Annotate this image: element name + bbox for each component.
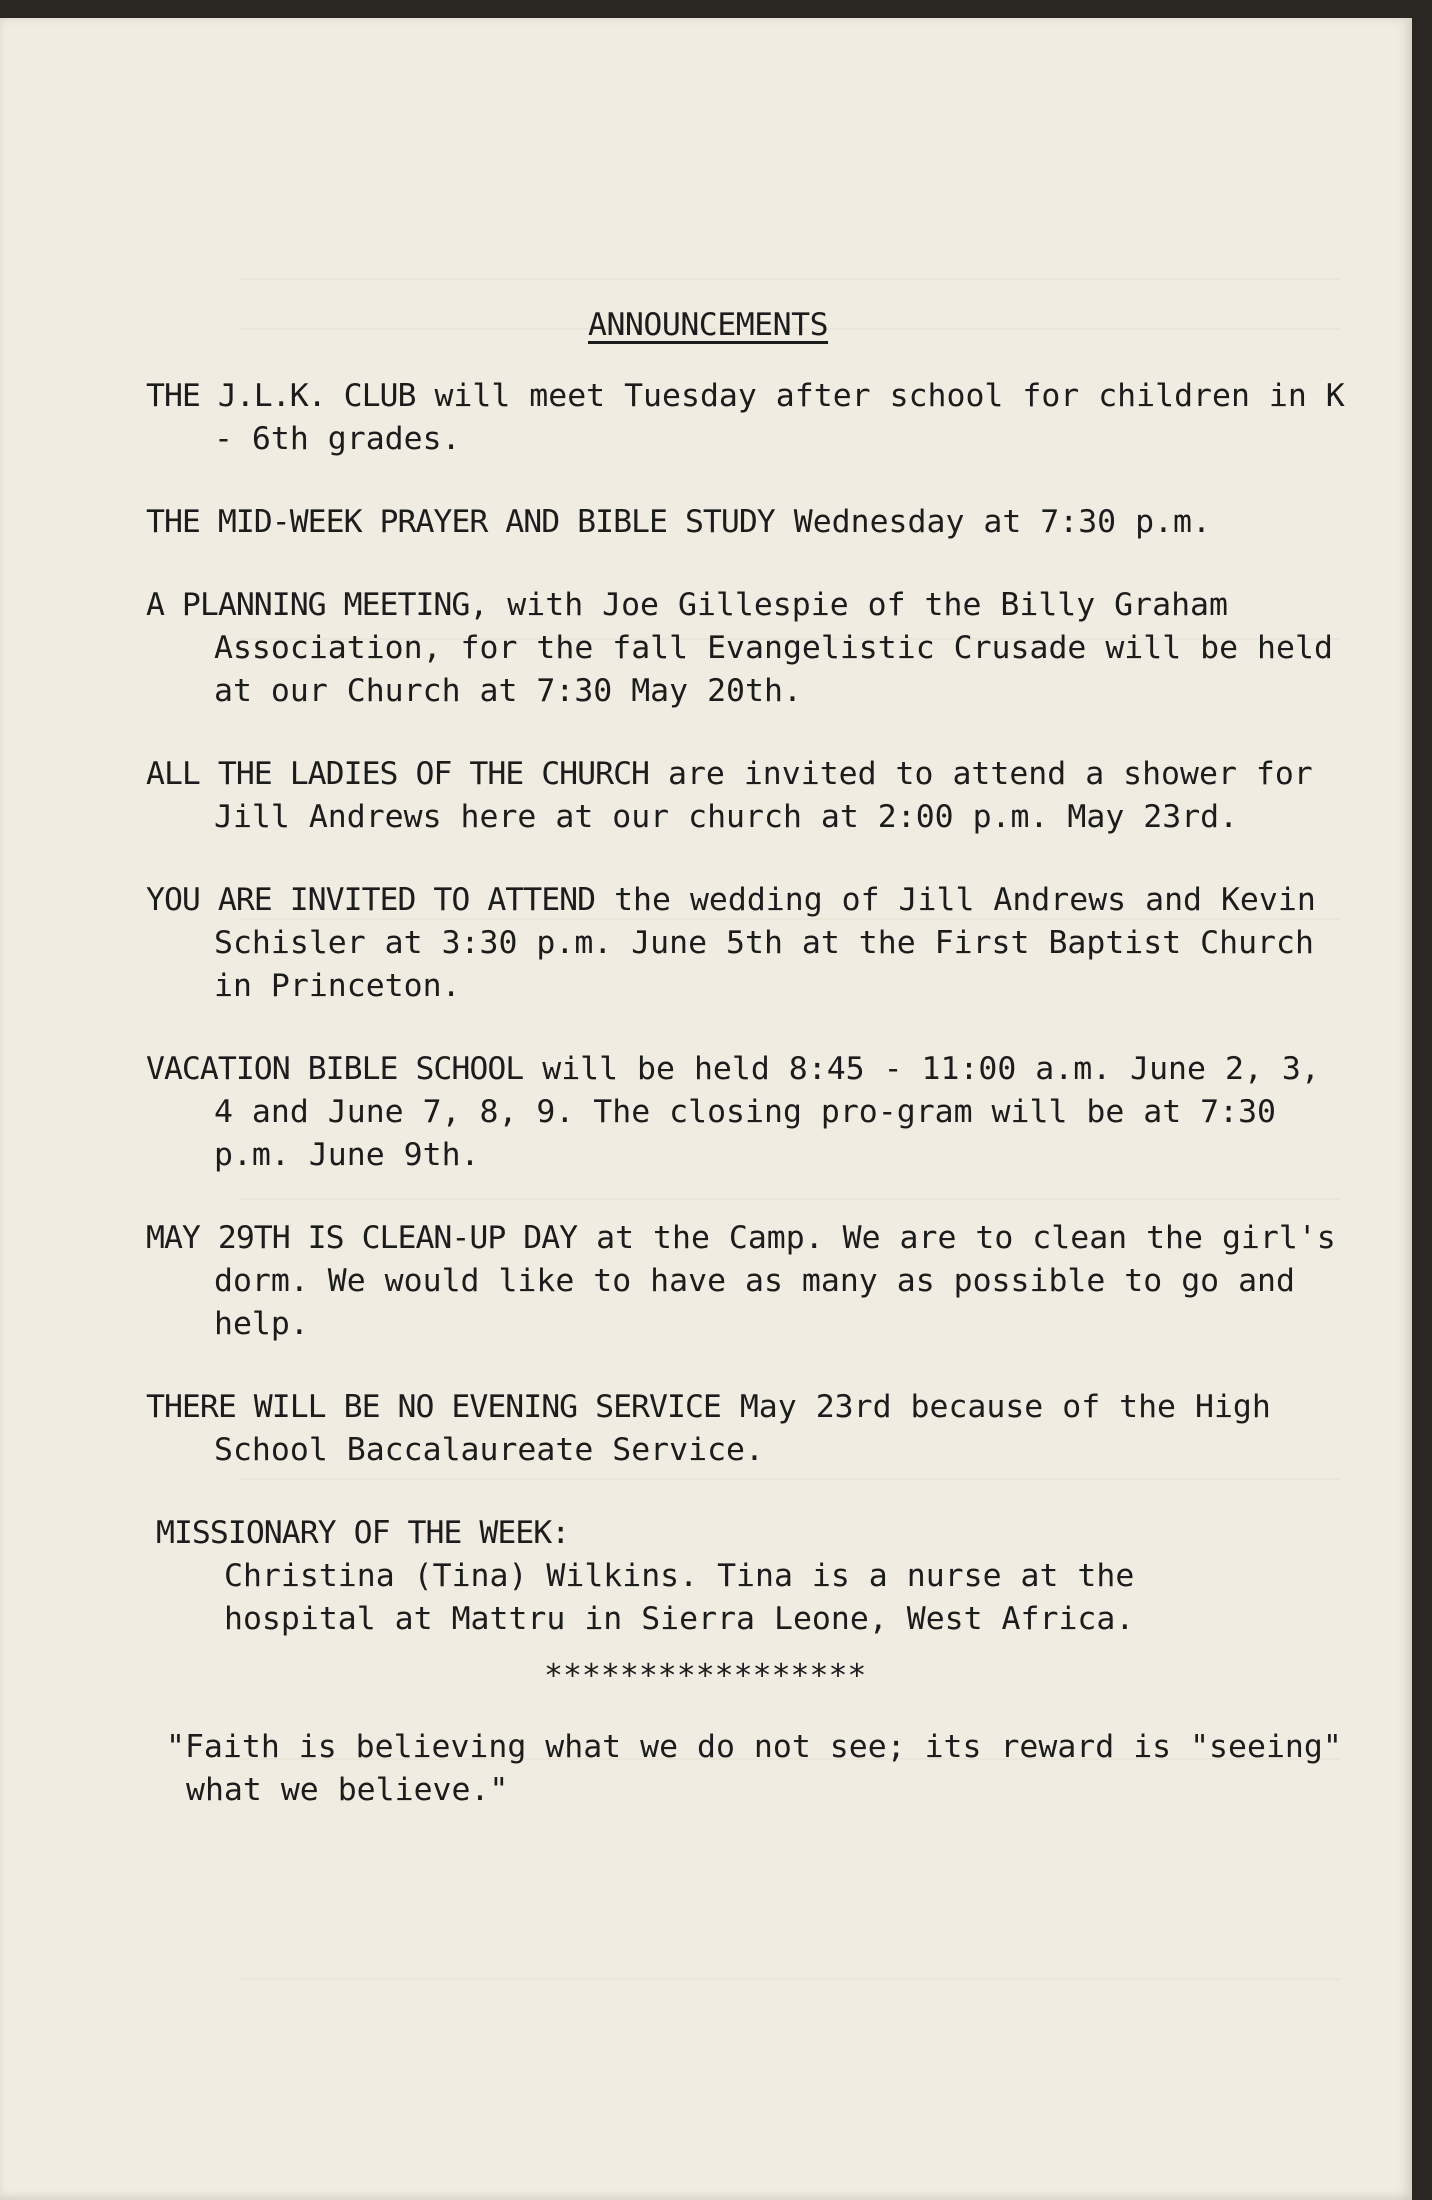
announcement-text xyxy=(146,1217,1354,1346)
announcement-vacation-bible-school xyxy=(146,1048,1354,1177)
announcement-lead: VACATION BIBLE SCHOOL xyxy=(146,1051,524,1087)
announcement-clean-up-day xyxy=(146,1217,1354,1346)
announcement-lead: THE J.L.K. CLUB xyxy=(146,378,416,414)
missionary-text: Christina (Tina) Wilkins. Tina is a nurse at the hospital at Mattru in Sierra Leone, West Africa. xyxy=(224,1558,1135,1637)
show-through-line xyxy=(240,278,1340,280)
announcement-body: the wedding of Jill Andrews and Kevin Schisler at 3:30 p.m. June 5th at the First Baptist Church in Princeton. xyxy=(214,882,1316,1004)
separator: ***************** xyxy=(544,1658,867,1694)
announcement-text xyxy=(146,1386,1354,1472)
announcement-body: at the Camp. We are to clean the girl's dorm. We would like to have as many as possible to go and help. xyxy=(214,1220,1336,1342)
announcement-body: Wednesday at 7:30 p.m. xyxy=(774,504,1211,540)
missionary-of-the-week xyxy=(156,1512,1346,1641)
page-title: ANNOUNCEMENTS xyxy=(588,307,829,343)
announcement-ladies-shower xyxy=(146,753,1354,839)
announcement-prayer-study xyxy=(146,501,1354,544)
announcement-lead: THE MID-WEEK PRAYER AND BIBLE STUDY xyxy=(146,504,775,540)
announcement-lead: THERE WILL BE NO EVENING SERVICE xyxy=(146,1389,721,1425)
announcement-body: will be held 8:45 - 11:00 a.m. June 2, 3, 4 and June 7, 8, 9. The closing pro-gram will be at 7:30 p.m. June 9th. xyxy=(214,1051,1320,1173)
announcement-text xyxy=(146,753,1354,839)
announcements-content xyxy=(146,288,1346,1812)
announcement-jlk-club xyxy=(146,375,1354,461)
announcement-lead: A PLANNING MEETING xyxy=(146,587,470,623)
announcement-text xyxy=(146,1048,1354,1177)
announcement-lead: YOU ARE INVITED TO ATTEND xyxy=(146,882,596,918)
announcement-text xyxy=(146,879,1354,1008)
announcement-planning-meeting xyxy=(146,584,1354,713)
announcement-body: , with Joe Gillespie of the Billy Graham Association, for the fall Evangelistic Crusade will be held at our Church at 7:30 May 20th. xyxy=(214,587,1333,709)
announcement-body: will meet Tuesday after school for children in K - 6th grades. xyxy=(214,378,1345,457)
show-through-line xyxy=(240,1978,1340,1980)
announcement-no-evening-service xyxy=(146,1386,1354,1472)
announcement-lead: ALL THE LADIES OF THE CHURCH xyxy=(146,756,650,792)
announcement-text xyxy=(146,584,1354,713)
announcement-wedding xyxy=(146,879,1354,1008)
missionary-label: MISSIONARY OF THE WEEK: xyxy=(156,1515,570,1551)
announcement-text xyxy=(146,501,1354,544)
closing-quote: "Faith is believing what we do not see; its reward is "seeing" what we believe." xyxy=(166,1729,1342,1808)
announcement-text xyxy=(146,375,1354,461)
announcement-body: May 23rd because of the High School Baccalaureate Service. xyxy=(214,1389,1271,1468)
announcement-lead: MAY 29TH IS CLEAN-UP DAY xyxy=(146,1220,578,1256)
announcement-body: are invited to attend a shower for Jill Andrews here at our church at 2:00 p.m. May 23rd. xyxy=(214,756,1313,835)
bulletin-page xyxy=(0,18,1412,2200)
